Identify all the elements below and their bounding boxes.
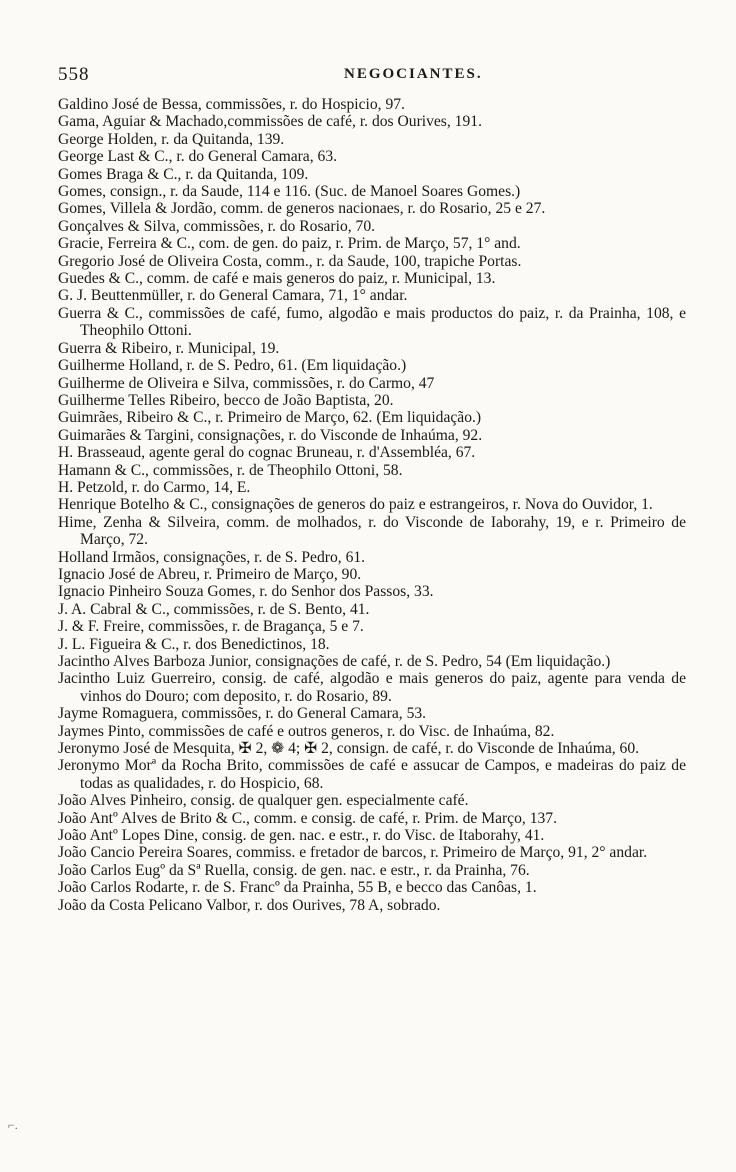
directory-entry: Gomes Braga & C., r. da Quitanda, 109. xyxy=(58,165,309,183)
directory-entry: Guedes & C., comm. de café e mais generos do paiz, r. Municipal, 13. xyxy=(58,270,496,288)
directory-entry: J. A. Cabral & C., commissões, r. de S. Bento, 41. xyxy=(58,600,370,618)
directory-entry: George Last & C., r. do General Camara, 63. xyxy=(58,148,338,166)
directory-entry: Ignacio Pinheiro Souza Gomes, r. do Senhor dos Passos, 33. xyxy=(58,583,434,601)
directory-entry: João da Costa Pelicano Valbor, r. dos Ourives, 78 A, sobrado. xyxy=(58,896,441,914)
directory-entry: Guerra & Ribeiro, r. Municipal, 19. xyxy=(58,339,280,357)
directory-entry: Gregorio José de Oliveira Costa, comm., r. da Saude, 100, trapiche Portas. xyxy=(58,252,522,270)
directory-entry: Gracie, Ferreira & C., com. de gen. do paiz, r. Prim. de Março, 57, 1° and. xyxy=(58,235,521,253)
directory-entry: J. & F. Freire, commissões, r. de Bragança, 5 e 7. xyxy=(58,618,364,636)
directory-entry: George Holden, r. da Quitanda, 139. xyxy=(58,130,285,148)
directory-entry: Guilherme Holland, r. de S. Pedro, 61. (Em liquidação.) xyxy=(58,357,407,375)
page-header xyxy=(58,64,684,86)
directory-entry: G. J. Beuttenmüller, r. do General Camara, 71, 1° andar. xyxy=(58,287,408,305)
directory-entry: Jacintho Alves Barboza Junior, consignações de café, r. de S. Pedro, 54 (Em liquidação.) xyxy=(58,653,611,670)
directory-entry: Jaymes Pinto, commissões de café e outros generos, r. do Visc. de Inhaúma, 82. xyxy=(58,722,555,740)
directory-entry: Guimarães & Targini, consignações, r. do Visconde de Inhaúma, 92. xyxy=(58,426,483,444)
directory-entry: João Antº Alves de Brito & C., comm. e consig. de café, r. Prim. de Março, 137. xyxy=(58,809,557,827)
directory-entry: H. Petzold, r. do Carmo, 14, E. xyxy=(58,478,251,496)
directory-entry: Holland Irmãos, consignações, r. de S. Pedro, 61. xyxy=(58,548,366,566)
directory-entry: Gonçalves & Silva, commissões, r. do Rosario, 70. xyxy=(58,217,376,235)
directory-entry: Guilherme Telles Ribeiro, becco de João Baptista, 20. xyxy=(58,391,394,409)
directory-entry: João Carlos Rodarte, r. de S. Francº da Prainha, 55 B, e becco das Canôas, 1. xyxy=(58,879,537,897)
margin-mark: ⌐. xyxy=(8,1118,18,1132)
directory-entry: J. L. Figueira & C., r. dos Benedictinos, 18. xyxy=(58,635,330,653)
directory-entry: João Antº Lopes Dine, consig. de gen. nac. e estr., r. do Visc. de Itaborahy, 41. xyxy=(58,827,545,845)
directory-entry: Jeronymo Morª da Rocha Brito, commissões de café e assucar de Campos, e madeiras do paiz de todas as qualidades, r. do Hospicio, 68. xyxy=(58,757,686,792)
running-title: NEGOCIANTES. xyxy=(344,66,483,82)
directory-entries xyxy=(58,96,686,914)
directory-entry: Ignacio José de Abreu, r. Primeiro de Março, 90. xyxy=(58,565,362,583)
directory-entry: Guimrães, Ribeiro & C., r. Primeiro de Março, 62. (Em liquidação.) xyxy=(58,409,482,427)
directory-entry: Jeronymo José de Mesquita, ✠ 2, ❁ 4; ✠ 2, consign. de café, r. do Visconde de Inhaúma, 60. xyxy=(58,740,640,758)
directory-entry: Gomes, consign., r. da Saude, 114 e 116. (Suc. de Manoel Soares Gomes.) xyxy=(58,183,521,201)
directory-entry: Galdino José de Bessa, commissões, r. do Hospicio, 97. xyxy=(58,96,405,113)
directory-entry: Jacintho Luiz Guerreiro, consig. de café, algodão e mais generos do paiz, agente para venda de vinhos do Douro; com deposito, r. do Rosario, 89. xyxy=(58,670,686,705)
directory-entry: Jayme Romaguera, commissões, r. do General Camara, 53. xyxy=(58,705,427,723)
directory-entry: Gama, Aguiar & Machado,commissões de café, r. dos Ourives, 191. xyxy=(58,113,482,131)
directory-entry: Guilherme de Oliveira e Silva, commissões, r. do Carmo, 47 xyxy=(58,374,435,392)
directory-entry: João Cancio Pereira Soares, commiss. e fretador de barcos, r. Primeiro de Março, 91, 2° andar. xyxy=(58,844,648,862)
directory-entry: Guerra & C., commissões de café, fumo, algodão e mais productos do paiz, r. da Prainha, 108, e Theophilo Ottoni. xyxy=(58,304,686,340)
page-number: 558 xyxy=(58,64,90,85)
directory-entry: João Carlos Eugº da Sª Ruella, consig. de gen. nac. e estr., r. da Prainha, 76. xyxy=(58,861,530,879)
directory-entry: Hime, Zenha & Silveira, comm. de molhados, r. do Visconde de Iaborahy, 19, e r. Primeiro de Março, 72. xyxy=(58,513,686,549)
directory-entry: João Alves Pinheiro, consig. de qualquer gen. especialmente café. xyxy=(58,792,469,810)
directory-entry: Gomes, Villela & Jordão, comm. de generos nacionaes, r. do Rosario, 25 e 27. xyxy=(58,200,546,218)
directory-entry: Hamann & C., commissões, r. de Theophilo Ottoni, 58. xyxy=(58,461,403,479)
directory-entry: H. Brasseaud, agente geral do cognac Bruneau, r. d'Assembléa, 67. xyxy=(58,444,476,462)
directory-entry: Henrique Botelho & C., consignações de generos do paiz e estrangeiros, r. Nova do Ouvidor, 1. xyxy=(58,496,653,514)
